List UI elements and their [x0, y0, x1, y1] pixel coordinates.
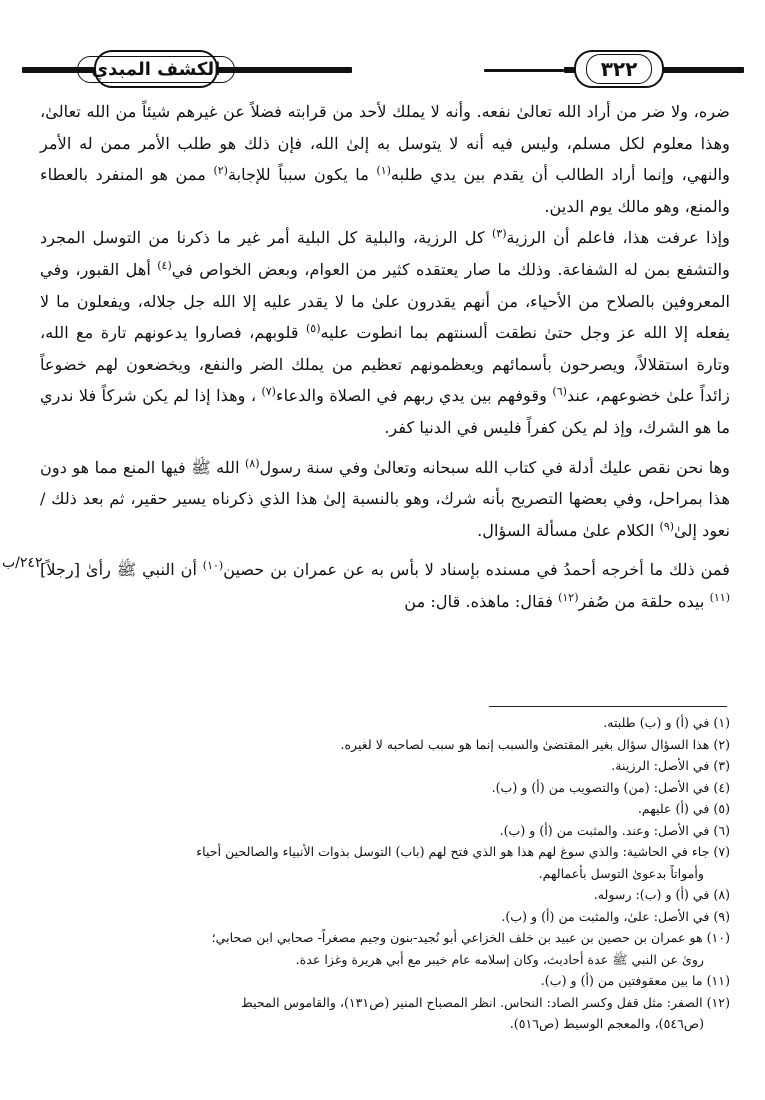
footnote-marker: (٧): [261, 385, 276, 399]
footnote-marker: (٦): [552, 385, 567, 399]
text-line: يقدرون علىٰ ما لا يقدر عليه إلا الله جل جلاله، ويفعلون ما لا يفعله إلا الله عز وجل: [40, 291, 730, 343]
footnote-continuation-text: (ص٥٤٦)، والمعجم الوسيط (ص٥١٦).: [509, 1016, 704, 1031]
text-line: كل الرزية، والبلية كل البلية أمر غير ما ذكرنا: [176, 228, 485, 248]
page-header: [22, 46, 744, 92]
footnote-continuation: [40, 949, 730, 971]
footnote-continuation: [40, 1013, 730, 1035]
text-line: فقال: ماهذه. قال: من: [404, 591, 553, 611]
text-line: الكلام علىٰ مسألة: [535, 520, 655, 540]
footnote: (١١) ما بين معقوفتين من (أ) و (ب).: [540, 973, 730, 988]
footnote-marker: (١٢): [558, 590, 579, 604]
text-line: إلىٰ هذا الذي ذكرناه يسير حقير، ثم بعد ذلك / نعود إلىٰ: [40, 489, 730, 540]
running-title: الكشف المبدي: [77, 56, 236, 83]
footnote: (١٠) هو عمران بن حصين بن عبيد بن خلف الخزاعي أبو نُجيد-بنون وجيم مصغراً- صحابي ابن صحابي؛: [211, 930, 730, 945]
text-line: وإذا عرفت هذا، فاعلم أن الرزية: [506, 228, 730, 248]
footnotes: [40, 712, 730, 1035]
text-line: لهم خضوعاً زائداً علىٰ خضوعهم، عند: [40, 354, 730, 406]
footnote-marker: (٢): [213, 164, 228, 178]
text-line: حتىٰ نطقت ألسنتهم بما انطوت عليه: [320, 323, 573, 343]
footnote-marker: (٩): [659, 519, 675, 533]
text-line: وبعض الخواص في: [171, 259, 298, 279]
text-line: قلوبهم، فصاروا يدعونهم تارة مع الله، وتارة: [40, 323, 730, 374]
text-line: شيئاً من الله تعالىٰ، وهذا معلوم لكل مسلم، وليس فيه أنه لا يتوسل به إلىٰ الله، فإن: [40, 102, 730, 153]
footnote-continuation-text: رویٰ عن النبي ﷺ عدة أحاديث، وكان إسلامه عام خيبر مع أبي هريرة وغزا عدة.: [295, 951, 704, 967]
text-line: من التوسل المجرد والتشفع بمن له الشفاعة. وذلك ما صار يعتقده كثير من العوام،: [40, 228, 730, 279]
footnote: (٨) في (أ) و (ب): رسوله.: [593, 887, 730, 902]
page-number-cartouche: [574, 50, 664, 88]
text-line: السؤال.: [477, 520, 531, 540]
running-title-cartouche: [91, 50, 221, 88]
text-line: وقوفهم بين يدي ربهم في الصلاة: [329, 386, 547, 406]
page-number: ٣٢٢: [586, 54, 653, 84]
footnote: (١٢) الصفر: مثل قفل وكسر الصاد: النحاس. انظر المصباح المنير (ص١٣١)، والقاموس المحيط: [241, 994, 730, 1010]
footnote-marker: (١): [376, 164, 391, 178]
footnote-marker: (١١): [709, 590, 730, 604]
footnote-marker: (٥): [305, 322, 321, 336]
text-line: أهل القبور، وفي المعروفين بالصلاح من الأحياء، من أنهم: [40, 259, 731, 311]
footnote-separator: [489, 706, 727, 707]
paragraph-3: [40, 452, 730, 547]
paragraph-2: [40, 222, 730, 443]
footnote: (٦) في الأصل: وعند. والمثبت من (أ) و (ب).: [499, 822, 730, 838]
text-line: ذلك هو طلب الأمر ممن له الأمر والنهي، وإنما أراد الطالب أن يقدم بين يدي طلبه: [40, 133, 730, 185]
text-line: الله: [216, 457, 240, 477]
text-line: فمن ذلك ما أخرجه أحمدُ في مسنده بإسناد لا بأس به عن عمران بن حصين: [223, 560, 730, 580]
paragraph-1: [40, 96, 730, 222]
text-line: ضره، ولا ضر من أراد الله تعالىٰ نفعه. وأنه لا يملك لأحد من قرابته فضلاً عن غيرهم: [175, 102, 730, 121]
footnote: (١) في (أ) و (ب) طلبته.: [603, 715, 730, 730]
footnote-continuation-text: وأمواتاً بدعوىٰ التوسل بأعمالهم.: [538, 865, 704, 881]
text-line: في الدنيا كفر.: [384, 417, 479, 437]
footnote-marker: (١٠): [202, 559, 224, 573]
footnote: (٧) جاء في الحاشية: والذي سوغ لهم هذا هو الذي فتح لهم (باب) التوسل بذوات الأنبياء والصالحين أحياء: [196, 844, 730, 859]
manuscript-folio-reference: ٢٤٢/ب: [2, 555, 43, 571]
text-line: ما يكون سبباً للإجابة: [227, 165, 369, 185]
footnote-continuation: [40, 863, 730, 885]
text-line: ، وهذا إذا لم يكن شركاً فلا ندري ما هو الشرك، وإذ لم يكن كفراً فليس: [40, 386, 730, 437]
header-rule-middle: [484, 69, 564, 72]
footnote: (٥) في (أ) عليهم.: [637, 801, 730, 816]
footnote-marker: (٨): [245, 456, 260, 470]
text-line: استقلالاً، ويصرحون بأسمائهم ويعظمونهم تعظيم من يملك الضر والنفع، ويخضعون: [126, 354, 689, 374]
footnote: (٩) في الأصل: علىٰ، والمثبت من (أ) و (ب).: [501, 908, 730, 924]
text-line: ممن هو المنفرد بالعطاء والمنع، وهو مالك يوم الدين.: [40, 165, 730, 216]
footnote: (٤) في الأصل: (من) والتصويب من (أ) و (ب).: [491, 779, 730, 795]
text-line: بيده حلقة من صُفر: [578, 591, 705, 611]
text-line: وها نحن نقص عليك أدلة في كتاب الله سبحانه وتعالىٰ وفي سنة رسول: [259, 457, 730, 477]
footnote: (٣) في الأصل: الرزينة.: [611, 758, 730, 773]
text-line: والدعاء: [275, 386, 324, 406]
text-line: ﷺ فيها المنع مما هو دون هذا بمراحل، وفي بعضها التصريح بأنه شرك، وهو بالنسبة: [40, 457, 730, 509]
main-text: [40, 96, 730, 618]
footnote-marker: (٣): [492, 227, 507, 241]
text-line: أن النبي ﷺ رأىٰ [رجلاً]: [40, 560, 197, 580]
footnote-marker: (٤): [157, 258, 172, 272]
footnote: (٢) هذا السؤال سؤال بغير المقتضىٰ والسبب إنما هو سبب لصاحبه لا لغيره.: [340, 736, 730, 752]
paragraph-4: [40, 554, 730, 617]
